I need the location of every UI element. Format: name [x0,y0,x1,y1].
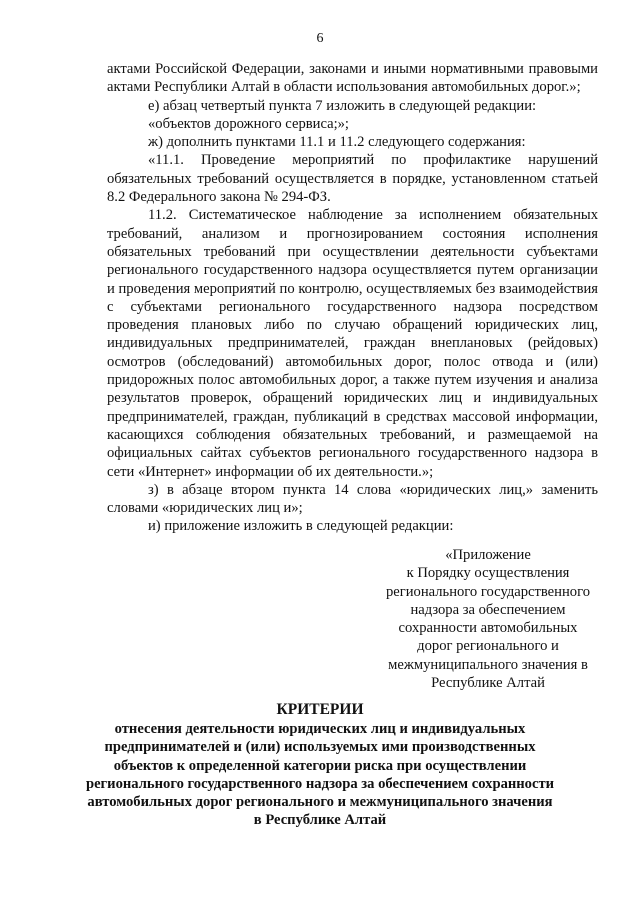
paragraph-item-zh: ж) дополнить пунктами 11.1 и 11.2 следующего содержания: [148,134,526,151]
paragraph-item-e: е) абзац четвертый пункта 7 изложить в следующей редакции: [148,97,537,114]
appendix-line: дорог регионального и [417,638,559,655]
paragraph-item-z: з) в абзаце втором пункта 14 слова «юридических лиц,» заменить словами «юридических лиц и»; [107,481,598,517]
appendix-line: «Приложение [445,547,531,563]
page-number: 6 [316,31,324,46]
criteria-subtitle-line: объектов к определенной категории риска при осуществлении [113,757,527,774]
criteria-subtitle-line: автомобильных дорог регионального и межмуниципального значения [87,794,553,811]
document-body [107,60,598,536]
appendix-line: регионального государственного [385,583,590,600]
paragraph-item-i: и) приложение изложить в следующей редакции: [148,518,454,535]
criteria-subtitle-line: в Республике Алтай [253,812,387,829]
criteria-title: КРИТЕРИИ [276,701,364,718]
appendix-heading [372,546,604,692]
appendix-line: к Порядку осуществления [406,565,570,582]
criteria-subtitle-line: регионального государственного надзора за обеспечением сохранности [85,775,555,792]
paragraph-11-2: 11.2. Систематическое наблюдение за исполнением обязательных требований, анализом и прогнозированием состояния исполнения обязательных требований при осуществлении деятельности субъектами регионального государственного надзора осуществляется путем организации и проведения мероприятий по контролю, осуществляемых без взаимодействия с субъектами регионального государственного надзора посредством проведения плановых либо по случаю обращений юридических лиц, индивидуальных предпринимателей, граждан внеплановых (рейдовых) осмотров (обследований) автомобильных дорог, полос отвода и (или) придорожных полос автомобильных дорог, а также путем изучения и анализа результатов проверок, обращений юридических лиц и индивидуальных предпринимателей, граждан, публикаций в средствах массовой информации, касающихся соблюдения обязательных требований, и размещаемой на официальных сайтах субъектов регионального государственного надзора в сети «Интернет» информации об их деятельности.»; [107,207,598,480]
appendix-line: надзора за обеспечением [410,601,566,618]
criteria-subtitle-line: отнесения деятельности юридических лиц и индивидуальных [114,721,526,737]
criteria-subtitle-line: предпринимателей и (или) используемых ими производственных [104,739,536,756]
paragraph-11-1: «11.1. Проведение мероприятий по профилактике нарушений обязательных требований осуществляется в порядке, установленном статьей 8.2 Федерального закона № 294-ФЗ. [107,152,598,206]
appendix-line: сохранности автомобильных [398,620,578,637]
criteria-block [0,700,640,830]
paragraph-continuation: актами Российской Федерации, законами и иными нормативными правовыми актами Республики Алтай в области использования автомобильных дорог.»; [107,61,598,96]
appendix-line: межмуниципального значения в [388,656,588,673]
appendix-line: Республике Алтай [431,675,545,692]
paragraph-quote-service: «объектов дорожного сервиса;»; [148,115,349,132]
